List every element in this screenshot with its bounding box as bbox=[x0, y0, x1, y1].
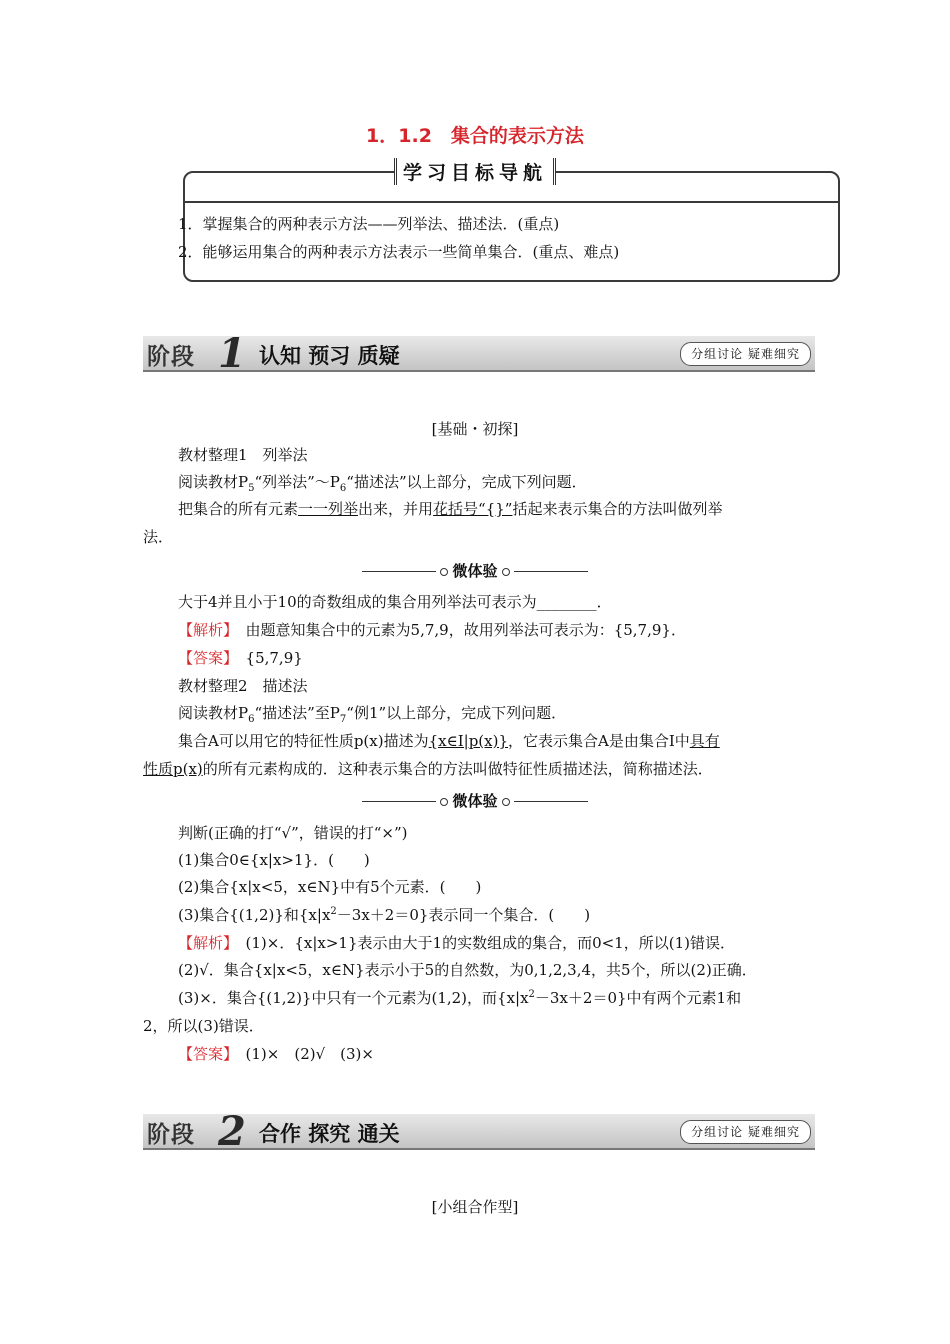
topic-2-reading: 阅读教材$P_6“$描述法”至$P_7“$例1”以上部分，完成下列问题． bbox=[178, 704, 567, 725]
judge-answer: 【答案】 (1)× (2)√ (3)× bbox=[178, 1045, 374, 1063]
judge-item-3: (3)集合{(1,2)}和$\{x|x^2-3x+2=0\}$表示同一个集合．( ) bbox=[178, 906, 591, 924]
stage-1-banner bbox=[143, 330, 815, 377]
question-1-analysis: 【解析】 由题意知集合中的元素为5,7,9，故用列举法可表示为：{5,7,9}． bbox=[178, 621, 686, 639]
stage-number: 1 bbox=[218, 330, 246, 377]
topic-1-paragraph-cont: 法． bbox=[143, 528, 174, 546]
goals-heading-wrap bbox=[0, 158, 950, 185]
topic-1-paragraph: 把集合的所有元素一一列举出来，并用花括号“{}”括起来表示集合的方法叫做列举 bbox=[178, 500, 723, 518]
micro-experience-heading-1: 微体验 bbox=[0, 560, 950, 581]
topic-2-paragraph-cont: 性质p(x)的所有元素构成的．这种表示集合的方法叫做特征性质描述法，简称描述法． bbox=[143, 760, 713, 778]
judge-item-2: (2)集合{x|x<5，x∈N}中有5个元素．( ) bbox=[178, 878, 482, 896]
judge-analysis-3-cont: 2，所以(3)错误． bbox=[143, 1017, 264, 1035]
goal-item-1: 1．掌握集合的两种表示方法——列举法、描述法．(重点) bbox=[178, 215, 560, 233]
page-title: 1．1.2 集合的表示方法 bbox=[366, 125, 584, 147]
stage-title: 认知 预习 质疑 bbox=[259, 344, 400, 368]
question-1-answer: 【答案】 {5,7,9} bbox=[178, 649, 303, 667]
judge-analysis-1: 【解析】 (1)×．{x|x>1}表示由大于1的实数组成的集合，而0<1，所以(1)错误． bbox=[178, 934, 735, 952]
topic-2-paragraph: 集合A可以用它的特征性质p(x)描述为{x∈I|p(x)}，它表示集合A是由集合I中具有 bbox=[178, 732, 720, 750]
goals-heading: 学习目标导航 bbox=[394, 158, 556, 185]
stage-number: 2 bbox=[218, 1108, 246, 1155]
micro-experience-heading-2: 微体验 bbox=[0, 790, 950, 811]
stage-title: 合作 探究 通关 bbox=[259, 1122, 400, 1146]
stage-badge: 分组讨论 疑难细究 bbox=[680, 1120, 811, 1144]
topic-2-title: 教材整理2 描述法 bbox=[178, 677, 308, 695]
section-tag-group: [小组合作型] bbox=[431, 1198, 519, 1216]
judge-item-1: (1)集合0∈{x|x>1}．( ) bbox=[178, 851, 370, 869]
stage-badge: 分组讨论 疑难细究 bbox=[680, 342, 811, 366]
topic-1-reading: 阅读教材$P_5“$列举法$”\sim P_6“$描述法”以上部分，完成下列问题． bbox=[178, 473, 587, 494]
section-tag-basic: [基础・初探] bbox=[431, 420, 519, 438]
topic-1-title: 教材整理1 列举法 bbox=[178, 446, 308, 464]
stage-label: 阶段 bbox=[147, 1122, 195, 1148]
judge-analysis-3: (3)×．集合{(1,2)}中只有一个元素为(1,2)，而$\{x|x^2-3x+2=0\}$中有两个元素1和 bbox=[178, 989, 742, 1007]
question-1: 大于4并且小于10的奇数组成的集合用列举法可表示为________． bbox=[178, 593, 612, 611]
stage-label: 阶段 bbox=[147, 344, 195, 370]
judge-analysis-2: (2)√．集合{x|x<5，x∈N}表示小于5的自然数，为0,1,2,3,4，共5个，所以(2)正确． bbox=[178, 961, 757, 979]
stage-2-banner bbox=[143, 1108, 815, 1155]
goal-item-2: 2．能够运用集合的两种表示方法表示一些简单集合．(重点、难点) bbox=[178, 243, 620, 261]
judge-instruction: 判断(正确的打“√”，错误的打“×”) bbox=[178, 824, 408, 842]
